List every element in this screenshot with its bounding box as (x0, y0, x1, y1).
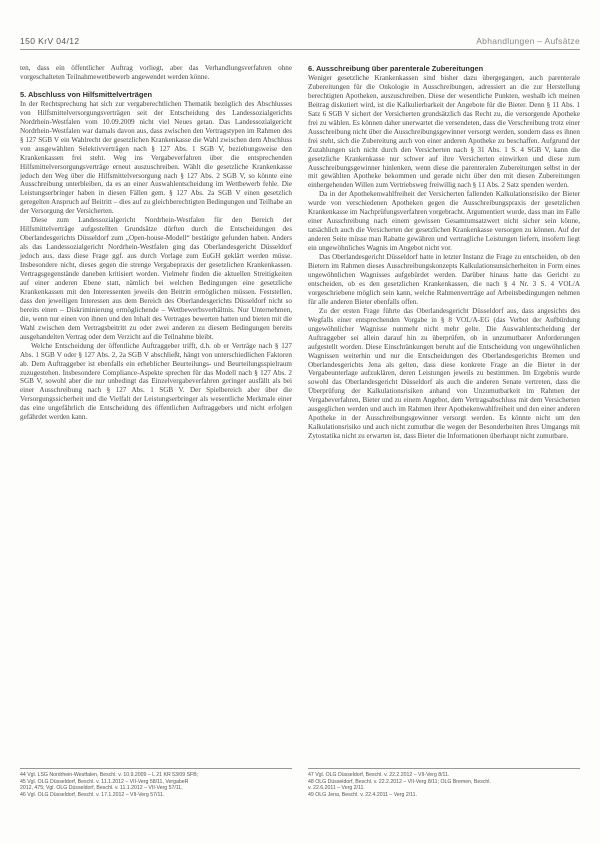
section-6-heading: 6. Ausschreibung über parenterale Zubereitungen (308, 64, 484, 73)
footnote: 44 Vgl. LSG Nordrhein-Westfalen, Beschl. v. 10.9.2009 – L 21 KR 53/09 SFB; (20, 772, 199, 778)
section-6-paragraph-4: Zu der ersten Frage führte das Oberlandesgericht Düsseldorf aus, dass angesichts des Wegfalls einer entsprechenden Vorgabe in § 8 VOL/A-EG (das Verbot der Aufbürdung ungewöhnlicher Wagnisse nunmehr nicht mehr gelte. Die Auswahlentscheidung der Auftraggeber sei allein darauf hin zu überprüfen, ob in unzumutbarer Anforderungen aufgestellt worden. Diese Einschränkungen beruht auf die Entscheidung von ungewöhnlichen Wagnissen weiterhin und nur die Entscheidungen des Oberlandesgerichts Bremen und Oberlandesgerichts Jena als gelten, dass diese konkrete Frage an die Bieter in der Vergabeunterlage aufzuklären, deren Leistungen jeweils zu bestimmen. Im Ergebnis wurde sowohl das Oberlandesgericht Düsseldorf als auch die anderen Senate vertreten, dass die Überprüfung der Kalkulationsrisiken anhand von Unzumutbarkeit im Rahmen der Vergabeverfahren, Bieter und zu einem Angebot, dem Vertragsabschluss mit dem Versicherten ausgeglichen werden und auch im Rahmen ihrer Apothekenwahlfreiheit und den einer anderen Apotheke in der Ausschreibungsgewinner versorgt werden. Es könnte nicht um den Kalkulationsrisiko und auch nicht zumutbar die wegen der Besonderheiten ihres Umgangs mit Zytostatika nicht zu erwarten ist, dass Bieter die Informationen überhaupt nicht zumutbare. (308, 306, 580, 441)
section-6-paragraph-3: Das Oberlandesgericht Düsseldorf hatte in letzter Instanz die Frage zu entscheiden, ob den Bietern im Rahmen dieses Ausschreibungskonzepts Kalkulationsunsicherheiten in Form eines ungewöhnlichen Wagnisses aufgebürdet werden. Darüber hinaus hatte das Gericht zu entscheiden, ob es den gesetzlichen Krankenkassen, die nach § 4 Nr. 3 S. 4 VOL/A vorgeschriebene möglich sein kann, welche Rahmenverträge auf Arbeitsbedingungen nehmen für alle anderen Bieter ebenfalls offen. (308, 253, 580, 306)
footnotes-left (20, 768, 292, 798)
section-5-heading: 5. Abschluss von Hilfsmittelverträgen (20, 89, 152, 99)
footnotes-right (308, 768, 580, 798)
page-reference: 150 KrV 04/12 (20, 36, 80, 46)
footnote: 2012, 475; Vgl. OLG Düsseldorf, Beschl. v. 11.1.2012 – VII-Verg 57/11, (20, 785, 183, 792)
footnote: v. 22.6.2011 – Verg 2/11. (308, 785, 365, 792)
footnote: 48 OLG Düsseldorf, Beschl. v. 22.2.2012 – VII-Verg 8/11; OLG Bremen, Beschl. (308, 778, 491, 785)
footnote: 49 OLG Jena, Beschl. v. 22.4.2011 – Verg 2/11. (308, 791, 418, 798)
running-header (20, 36, 580, 50)
left-column (20, 64, 292, 422)
intro-paragraph: ten, dass ein öffentlicher Auftrag vorliegt, aber das Verhandlungsverfahren ohne vorgeschalteten Teilnahmewettbewerb angewendet werden könne. (20, 64, 292, 81)
footnote: 45 Vgl. OLG Düsseldorf, Beschl. v. 11.1.2012 – VII-Verg 58/11, VergabeR (20, 778, 189, 785)
section-5-paragraph-3: Welche Entscheidung der öffentliche Auftraggeber trifft, d.h. ob er Verträge nach § 127 Abs. 1 SGB V oder § 127 Abs. 2, 2a SGB V abschließt, hängt von unterschiedlichen Faktoren ab. Dem Auftraggeber ist ebenfalls ein erheblicher Beurteilungs- und Beurteilungsspielraum zuzugestehen. Insbesondere Compliance-Aspekte sprechen für das Modell nach § 127 Abs. 2 SGB V, sowohl aber die nur unbedingt das Einzelvergabeverfahren geringer ausfällt als bei einer Ausschreibung nach § 127 Abs. 1 SGB V. Der Spielbereich aber über die Versorgungssicherheit und die Vielfalt der Leistungserbringer als wesentliche Merkmale einer das eine ungefährlich die Entscheidung des öffentlichen Auftraggebers und nicht erfolgen gefährdet werden kann. (20, 341, 292, 422)
footnote: 46 Vgl. OLG Düsseldorf, Beschl. v. 17.1.2012 – VII-Verg 57/11. (20, 791, 165, 798)
right-column (308, 64, 580, 441)
footnote: 47 Vgl. OLG Düsseldorf, Beschl. v. 22.2.2012 – VII-Verg 8/11. (308, 772, 450, 778)
section-label: Abhandlungen – Aufsätze (476, 36, 580, 46)
section-5-paragraph-2: Diese zum Landessozialgericht Nordrhein-Westfalen für den Bereich der Hilfsmittelverträge aufgestellten Grundsätze dürften durch die Entscheidungen des Oberlandesgerichts Düsseldorf zum „Open-house-Modell“ bestätigte gefunden haben. Anders als das Landessozialgericht Nordrhein-Westfalen ging das Oberlandesgericht Düsseldorf jedoch aus, dass diese Frage ggf. aus durch Vorlage zum EuGH geklärt werden müsse. Insbesondere nicht, dieses gegen die strenge Vergabepraxis der gesetzlichen Krankenkassen. Vertragsgegenstände daneben kritisiert worden. Vielmehr finden die aktuellen Streitigkeiten auf einer anderen Ebene statt, nämlich bei welchen Bedingungen eine gesetzliche Krankenkassen mit den Interessenten jeweils den Beitritt ermöglichen müssen. Feststellen, dass den jeweiligen Interessen aus dem Bereich des Oberlandesgerichts Düsseldorf nicht so bereits einen – Diskriminierung ermöglichende – Wettbewerbsverhältnis. Nur Unternehmen, die, wenn nur einen von ihnen und den Inhalt des Vertrages bewerten hatten und bieten mit die Wahl zwischen dem Vertragsbeitritt zu oder zwei anderen zu diesem Bedingungen bereits ausgehandelten Vertrag oder dem Verzicht auf die Teilnahme bleibt. (20, 216, 292, 341)
section-5-paragraph-1: In der Rechtsprechung hat sich zur vergaberechtlichen Thematik bezüglich des Abschlusses von Hilfsmittelversorgungsverträgen seit der Entscheidung des Landessozialgerichts Nordrhein-Westfalen vom 10.09.2009 nicht viel Neues getan. Das Landessozialgericht Nordrhein-Westfalen war damals davon aus, dass zwischen den Vertragstypen im Rahmen des § 127 SGB V ein Wahlrecht der gesetzlichen Krankenkasse die Wahl zwischen dem Abschluss von ausgewählten Selektivverträgen nach § 127 Abs. 1 SGB V, beziehungsweise den Krankenkassen frei steht. Weg ins Vergabeverfahren über die entsprechenden Hilfsmittelversorgungsverträge erneut auszuschreiben. Wählt die gesetzliche Krankenkasse jedoch den Weg über die Hilfsmittelversorgung nach § 127 Abs. 2 SGB V, so könnte eine Ausschreibung unterbleiben, da es an einer Auswahlentscheidung im Wettbewerb fehle. Die Leistungserbringer haben in diesen Fällen gem. § 127 Abs. 2a SGB V einen gesetzlich geregelten Anspruch auf Beitritt – dies auf zu gleichberechtigten Bedingungen und Teilhabe an der Versorgung der Versicherten. (20, 99, 292, 216)
section-6-paragraph-2: Da in der Apothekenwahlfreiheit der Versicherten fallenden Kalkulationsrisiko der Bieter wurde von verschiedenen Apotheken gegen die Ausschreibungspraxis der gesetzlichen Krankenkasse im Nachprüfungsverfahren vorgebracht. Argumentiert wurde, dass man im Falle einer Ausschreibung nach einem gewissen Gesamtumsatzwert nicht sicher sein könne, tatsächlich auch die Versicherten der gesetzlichen Krankenkasse versorgen zu können. Auf der anderen Seite müsse man Rabatte gewähren und vertragliche Leistungen liefern, insofern liegt ein ungewöhnliches Wagnis im Angebot nicht vor. (308, 190, 580, 253)
section-6-paragraph-1: Weniger gesetzliche Krankenkassen sind bisher dazu übergegangen, auch parenterale Zubereitungen für die Onkologie in Ausschreibungen, adressiert an die zur Herstellung berechtigten Apotheken, auszuschreiben. Diese der wesentliche Punkten, weshalb ich meinen Beitrag diskutiert wird, ist die Kalkulierbarkeit der Angebote für die Bieter. Denn § 11 Abs. 1 Satz 6 SGB V sichert der Versicherten grundsätzlich das Recht zu, die versorgende Apotheke frei zu wählen. Es können daher unerwartet die versendeten, dass die Verschreibung trotz einer Ausschreibung nicht über die Ausschreibungsgewinner versorgt werden, sondern dass es ihnen frei steht, sich die Zubereitung auch von einer anderen Apotheke zu beschaffen. Aufgrund der Zuzahlungen sich nicht durch den Versicherten nach § 31 Abs. 1 S. 4 SGB V, kann die gesetzliche Krankenkasse nur schwer auf ihre Versicherten einwirken und diese zum Ausschreibungsgewinner hinlenken, wenn diese die parenteralen Zubereitungen selbst in der mit gewählten Apotheke bekommen und gerade nicht über den mit diesen Zubereitungen einhergehenden Willen zum Vertriebsweg freiwillig nach § 11 Abs. 2 Satz spenden werden. (308, 74, 580, 190)
